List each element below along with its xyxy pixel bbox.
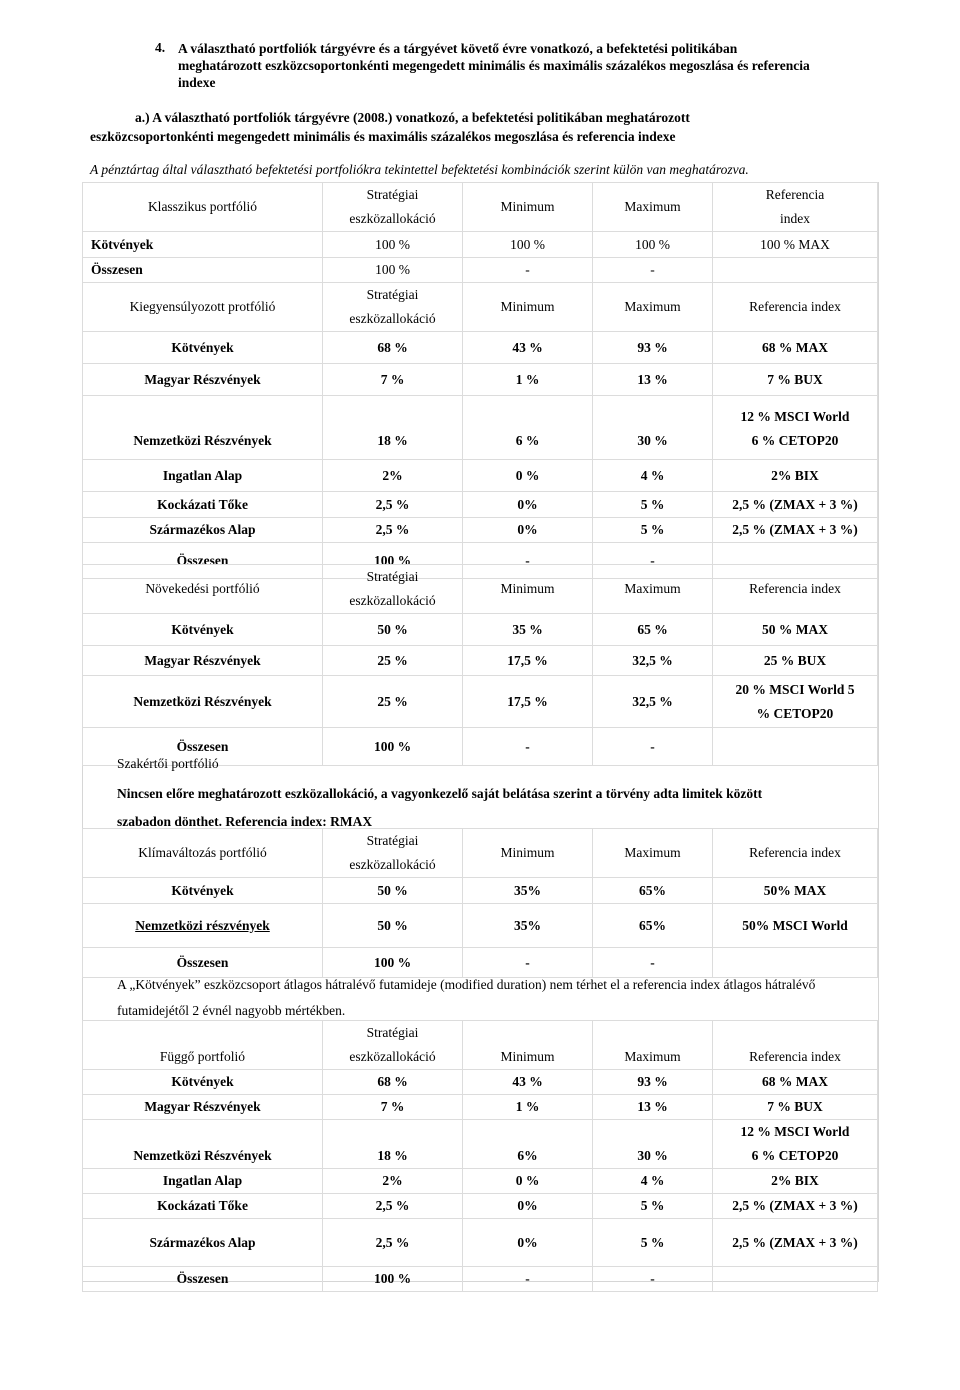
cell: 100 % [323,728,463,766]
duration-note-line2: futamidejétől 2 évnél nagyobb mértékben. [117,1003,346,1018]
cell: 0% [463,518,593,543]
cell: 65% [593,904,713,948]
cell: 32,5 % [593,676,713,728]
duration-note [117,972,877,1024]
szakertoi-title: Szakértői portfólió [117,756,219,771]
header-referencia: Referencia index [713,565,878,614]
cell: 35% [463,878,593,904]
header-minimum: Minimum [463,283,593,332]
cell: 50% MSCI World [713,904,878,948]
table-row [83,518,878,543]
row-label: Kockázati Tőke [83,1194,323,1219]
cell: 20 % MSCI World 5 % CETOP20 [713,676,878,728]
cell: 4 % [593,460,713,492]
row-label: Kötvények [83,1070,323,1095]
cell: 17,5 % [463,646,593,676]
cell: 100 % [323,232,463,258]
cell: 65% [593,878,713,904]
cell: 93 % [593,332,713,364]
row-label: Származékos Alap [83,518,323,543]
cell: 2,5 % [323,518,463,543]
cell: 2,5 % (ZMAX + 3 %) [713,1194,878,1219]
cell: 2% [323,460,463,492]
cell: 17,5 % [463,676,593,728]
cell: 6 % [463,396,593,460]
cell: 30 % [593,396,713,460]
table-row [83,396,878,460]
cell: 100 % [593,232,713,258]
cell: 43 % [463,1070,593,1095]
cell: 1 % [463,364,593,396]
cell: 68 % [323,332,463,364]
row-label: Ingatlan Alap [83,1169,323,1194]
cell: 0% [463,492,593,518]
cell: 100 % [323,258,463,283]
row-label: Nemzetközi Részvények [83,676,323,728]
table-row [83,878,878,904]
szakertoi-text-line1: Nincsen előre meghatározott eszközallokáció, a vagyonkezelő saját belátása szerint a törvény adta limitek között [117,786,763,801]
cell: 50 % [323,904,463,948]
cell: 5 % [593,518,713,543]
header-portfolio: Függő portfolió [83,1021,323,1070]
table-klimavaltozas [82,828,878,978]
header-maximum: Maximum [593,565,713,614]
section-heading [178,40,878,91]
header-strategiai: Stratégiai eszközallokáció [323,183,463,232]
cell: 2,5 % (ZMAX + 3 %) [713,492,878,518]
cell: 68 % MAX [713,1070,878,1095]
header-portfolio: Kiegyensúlyozott protfólió [83,283,323,332]
row-label: Összesen [83,728,323,766]
header-referencia: Referencia index [713,829,878,878]
row-label: Magyar Részvények [83,646,323,676]
header-referencia: Referencia index [713,283,878,332]
table-row [83,1070,878,1095]
header-portfolio: Növekedési portfólió [83,565,323,614]
row-label: Kötvények [83,332,323,364]
cell: 30 % [593,1120,713,1169]
cell: 6% [463,1120,593,1169]
table-header [83,183,878,232]
cell: 13 % [593,364,713,396]
table-novekedesi [82,564,878,766]
cell: 7 % [323,1095,463,1120]
cell: - [593,258,713,283]
cell: 0% [463,1194,593,1219]
cell: 43 % [463,332,593,364]
cell: - [463,543,593,579]
table-row [83,904,878,948]
cell: 5 % [593,1219,713,1267]
cell: 13 % [593,1095,713,1120]
row-label: Összesen [83,1267,323,1292]
row-label: Összesen [83,948,323,978]
cell: 65 % [593,614,713,646]
cell: 2% [323,1169,463,1194]
cell: - [593,1267,713,1292]
cell: 100 % MAX [713,232,878,258]
cell: - [593,728,713,766]
header-maximum: Maximum [593,183,713,232]
header-strategiai: Stratégiai eszközallokáció [323,283,463,332]
row-label: Magyar Részvények [83,1095,323,1120]
table-row [83,258,878,283]
section-heading-line2: meghatározott eszközcsoportonkénti megengedett minimális és maximális százalékos megoszlása és referencia [178,58,810,73]
row-label: Nemzetközi Részvények [83,396,323,460]
table-row [83,364,878,396]
cell: 50 % MAX [713,614,878,646]
cell: 12 % MSCI World 6 % CETOP20 [713,1120,878,1169]
table-klasszikus [82,182,878,283]
header-maximum: Maximum [593,1021,713,1070]
cell: 2,5 % [323,492,463,518]
cell: 100 % [463,232,593,258]
cell: 0 % [463,1169,593,1194]
cell: 2,5 % (ZMAX + 3 %) [713,1219,878,1267]
table-row [83,1267,878,1292]
cell [713,728,878,766]
szakertoi-text-line2: szabadon dönthet. Referencia index: RMAX [117,814,373,829]
table-row [83,1095,878,1120]
cell: - [463,1267,593,1292]
subheading-line1: a.) A választható portfoliók tárgyévre (2008.) vonatkozó, a befektetési politikában meghatározott [135,110,690,125]
row-label: Kockázati Tőke [83,492,323,518]
table-row [83,460,878,492]
cell: - [593,543,713,579]
cell: 68 % MAX [713,332,878,364]
table-header [83,1021,878,1070]
cell: 18 % [323,1120,463,1169]
cell: 100 % [323,1267,463,1292]
cell: 35 % [463,614,593,646]
row-label: Kötvények [83,614,323,646]
cell: 4 % [593,1169,713,1194]
cell: 2,5 % (ZMAX + 3 %) [713,518,878,543]
subheading [90,108,895,146]
table-row [83,1219,878,1267]
header-referencia: Referencia index [713,183,878,232]
header-minimum: Minimum [463,829,593,878]
table-header [83,565,878,614]
cell: 18 % [323,396,463,460]
cell: 1 % [463,1095,593,1120]
header-maximum: Maximum [593,829,713,878]
cell: 2% BIX [713,1169,878,1194]
subheading-line2: eszközcsoportonkénti megengedett minimális és maximális százalékos megoszlása és referencia indexe [90,129,676,144]
header-maximum: Maximum [593,283,713,332]
table-header [83,283,878,332]
section-heading-line1: A választható portfoliók tárgyévre és a tárgyévet követő évre vonatkozó, a befektetési politikában [178,41,738,56]
table-header [83,829,878,878]
cell: - [593,948,713,978]
row-label: Összesen [83,258,323,283]
row-label: Magyar Részvények [83,364,323,396]
cell: 5 % [593,492,713,518]
table-fuggo [82,1020,878,1292]
cell: 100 % [323,948,463,978]
duration-note-line1: A „Kötvények” eszközcsoport átlagos hátralévő futamideje (modified duration) nem térhet el a referencia index átlagos hátralévő [117,977,816,992]
cell: 0% [463,1219,593,1267]
section-number: 4. [155,40,166,55]
table-kiegyensulyozott [82,282,878,579]
header-minimum: Minimum [463,565,593,614]
header-referencia: Referencia index [713,1021,878,1070]
cell: 5 % [593,1194,713,1219]
cell: - [463,728,593,766]
cell [713,258,878,283]
row-label: Kötvények [83,878,323,904]
cell: 7 % BUX [713,1095,878,1120]
row-label: Származékos Alap [83,1219,323,1267]
cell: 32,5 % [593,646,713,676]
cell: 50 % [323,614,463,646]
header-minimum: Minimum [463,183,593,232]
cell: 50 % [323,878,463,904]
cell: 68 % [323,1070,463,1095]
header-minimum: Minimum [463,1021,593,1070]
table-row [83,1169,878,1194]
cell: 7 % BUX [713,364,878,396]
intro-text: A pénztártag által választható befektetési portfoliókra tekintettel befektetési kombinációk szerint külön van meghatározva. [90,162,749,177]
header-strategiai: Stratégiai eszközallokáció [323,829,463,878]
cell: 2,5 % [323,1219,463,1267]
cell: 7 % [323,364,463,396]
table-row [83,492,878,518]
header-portfolio: Klímaváltozás portfólió [83,829,323,878]
header-strategiai: Stratégiai eszközallokáció [323,1021,463,1070]
row-label: Kötvények [83,232,323,258]
cell [713,1267,878,1292]
table-row [83,232,878,258]
cell: 50% MAX [713,878,878,904]
row-label: Összesen [83,543,323,579]
table-row [83,646,878,676]
cell: 2% BIX [713,460,878,492]
row-label: Ingatlan Alap [83,460,323,492]
cell: 12 % MSCI World 6 % CETOP20 [713,396,878,460]
row-label: Nemzetközi részvények [83,904,323,948]
cell: 93 % [593,1070,713,1095]
section-heading-line3: indexe [178,75,216,90]
table-row [83,332,878,364]
table-row [83,1194,878,1219]
cell: 35% [463,904,593,948]
table-row [83,614,878,646]
row-label: Nemzetközi Részvények [83,1120,323,1169]
cell: - [463,948,593,978]
cell: 2,5 % [323,1194,463,1219]
header-strategiai: Stratégiai eszközallokáció [323,565,463,614]
cell: 100 % [323,543,463,579]
cell: - [463,258,593,283]
cell: 25 % [323,646,463,676]
cell: 0 % [463,460,593,492]
cell: 25 % BUX [713,646,878,676]
header-portfolio: Klasszikus portfólió [83,183,323,232]
table-row [83,676,878,728]
table-row [83,1120,878,1169]
cell: 25 % [323,676,463,728]
